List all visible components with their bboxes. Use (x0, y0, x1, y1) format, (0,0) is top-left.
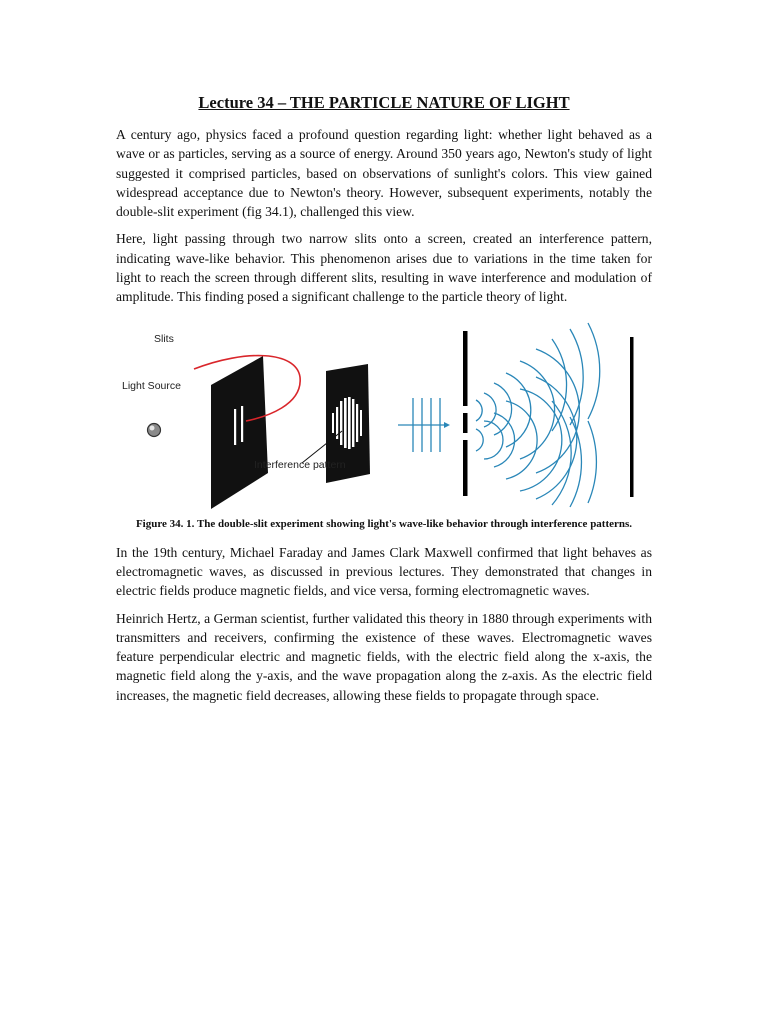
barrier-middle (463, 413, 468, 433)
slit-2 (241, 406, 243, 442)
paragraph-1: A century ago, physics faced a profound question regarding light: whether light behaved as a wave or as particles, serving as a source of energy. Around 350 years ago, Newton's study of light suggested it comprised particles, based on observations of sunlight's colors. This view gained widespread acceptance due to Newton's theory. However, subsequent experiments, notably the double-slit experiment (fig 34.1), challenged this view. (116, 127, 652, 220)
light-source-highlight (150, 425, 155, 430)
slit-panel (211, 356, 268, 509)
slit-1 (234, 409, 236, 445)
paragraph-2: Here, light passing through two narrow slits onto a screen, created an interference pattern, indicating wave-like behavior. This phenomenon arises due to variations in the time taken for light to reach the screen through different slits, resulting in wave interference and modulation of amplitude. This finding posed a significant challenge to the particle theory of light. (116, 231, 652, 305)
document-page (116, 93, 652, 713)
paragraph-4: Heinrich Hertz, a German scientist, further validated this theory in 1880 through experiments with transmitters and receivers, confirming the existence of these waves. Electromagnetic waves feature perpendicular electric and magnetic fields, with the electric field along the x-axis, the magnetic field along the y-axis, and the wave propagation along the z-axis. As the electric field increases, the magnetic field decreases, allowing these fields to propagate through space. (116, 610, 652, 703)
page-title: Lecture 34 – THE PARTICLE NATURE OF LIGHT (198, 93, 570, 112)
double-slit-figure (116, 321, 652, 511)
diffracted-waves (476, 323, 600, 507)
light-source-icon (148, 423, 161, 436)
detection-screen (630, 337, 634, 497)
plane-waves (398, 398, 444, 452)
figure-caption: Figure 34. 1. The double-slit experiment showing light's wave-like behavior through interference patterns. (135, 517, 633, 530)
barrier-bottom (463, 440, 468, 496)
paragraph-3: In the 19th century, Michael Faraday and James Clark Maxwell confirmed that light behaves as electromagnetic waves, as discussed in previous lectures. They demonstrated that changes in electric fields produce magnetic fields, and vice versa, forming electromagnetic waves. (116, 544, 652, 599)
double-slit-illustration (116, 321, 652, 511)
propagation-arrow (444, 422, 450, 428)
barrier-top (463, 331, 468, 406)
interference-pattern-label: Interference pattern (254, 458, 346, 471)
light-source-label: Light Source (122, 379, 181, 392)
slits-label: Slits (154, 332, 174, 345)
